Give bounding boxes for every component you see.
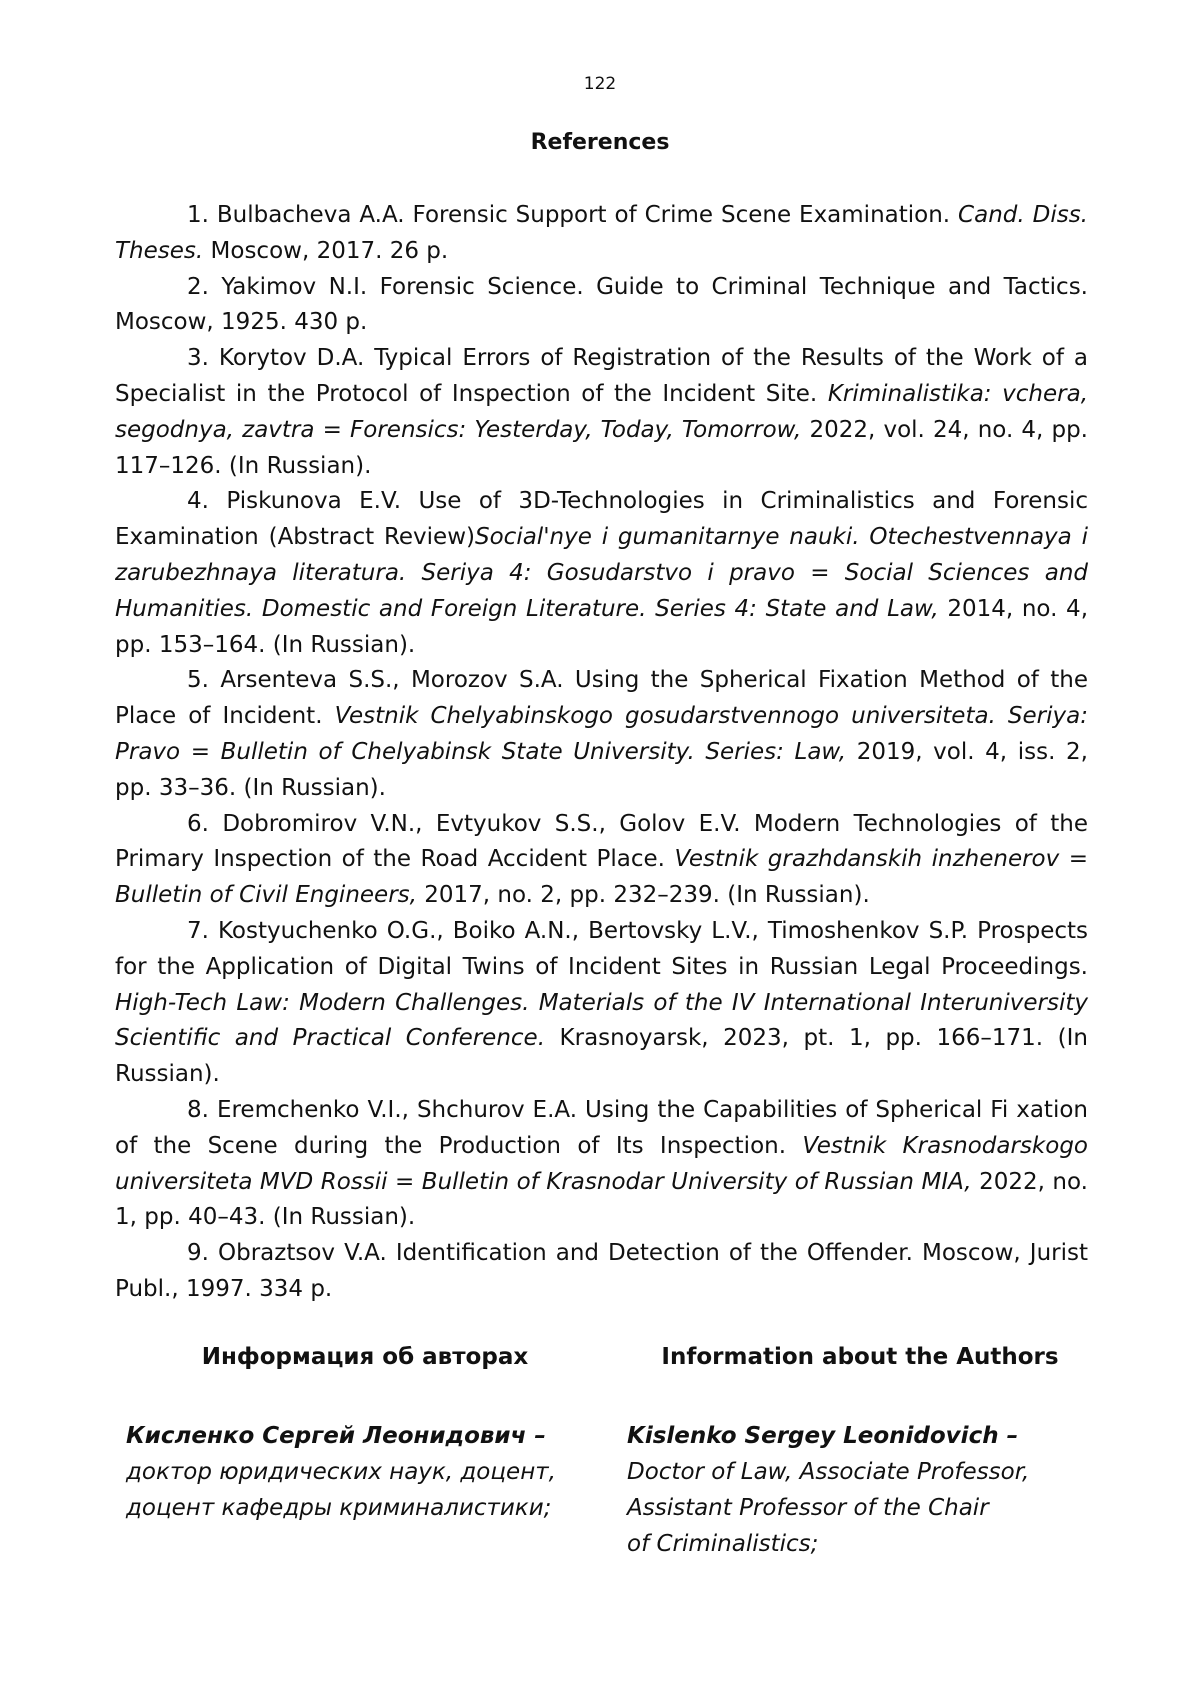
reference-item <box>115 1093 1088 1236</box>
reference-number: 2. <box>187 273 209 300</box>
reference-source: Vestnik Krasnodarskogo universiteta MVD Rossii = Bulletin of Krasnodar University of Russian MIA, <box>115 1132 1088 1195</box>
reference-details: Krasnoyarsk, 2023, pt. 1, pp. 166–171. (In Russian). <box>115 1025 1088 1088</box>
reference-text: Piskunova E.V. Use of 3D-Technologies in Criminalistics and Forensic Examination (Abstract Review) <box>115 488 1089 551</box>
reference-number: 5. <box>187 667 209 694</box>
author-line-en: Doctor of Law, Associate Professor, <box>627 1459 1030 1485</box>
reference-item <box>115 484 1088 663</box>
author-line-ru: доктор юридических наук, доцент, <box>126 1459 556 1485</box>
references-list <box>115 198 1088 1308</box>
author-line-en: Assistant Professor of the Chair <box>627 1495 989 1521</box>
reference-source: Kriminalistika: vchera, segodnya, zavtra = Forensics: Yesterday, Today, Tomorrow, <box>115 380 1089 443</box>
reference-details: 2022, no. 1, pp. 40–43. (In Russian). <box>115 1168 1088 1231</box>
reference-number: 8. <box>187 1096 209 1123</box>
reference-source: Cand. Diss. Theses. <box>115 202 1088 264</box>
reference-item <box>115 663 1088 806</box>
author-line-ru: доцент кафедры криминалистики; <box>126 1495 552 1521</box>
reference-details: 2022, vol. 24, no. 4, pp. 117–126. (In Russian). <box>115 416 1088 479</box>
reference-number: 1. <box>187 202 209 228</box>
reference-item <box>115 914 1088 1093</box>
author-line-en: of Criminalistics; <box>627 1531 819 1557</box>
reference-details: 2019, vol. 4, iss. 2, pp. 33–36. (In Russian). <box>115 738 1088 801</box>
authors-heading-en: Information about the Authors <box>661 1344 1059 1370</box>
author-name-en: Kislenko Sergey Leonidovich – <box>627 1423 1019 1449</box>
reference-item <box>115 807 1088 914</box>
reference-text: Arsenteva S.S., Morozov S.A. Using the Spherical Fixation Method of the Place of Incident. <box>115 667 1089 730</box>
author-name-ru: Кисленко Сергей Леонидович – <box>126 1423 546 1449</box>
reference-source: High-Tech Law: Modern Challenges. Materials of the IV International Interuniversity Scientific and Practical Conference. <box>115 989 1088 1052</box>
reference-item <box>115 198 1088 270</box>
author-info-ru <box>126 1418 606 1526</box>
reference-text: Korytov D.A. Typical Errors of Registration of the Results of the Work of a Specialist in the Protocol of Inspection of the Incident Site. <box>115 345 1088 407</box>
reference-text: Obraztsov V.A. Identification and Detection of the Offender. Moscow, Jurist Publ., 1997. 334 p. <box>115 1240 1089 1302</box>
reference-source: Social'nye i gumanitarnye nauki. Otechestvennaya i zarubezhnaya literatura. Seriya 4: Gosudarstvo i pravo = Social Sciences and Humanities. Domestic and Foreign Literature. Series 4: State and Law, <box>115 524 1088 622</box>
reference-number: 7. <box>187 917 209 944</box>
page-number: 122 <box>583 74 617 94</box>
reference-details: Moscow, 2017. 26 p. <box>203 237 449 264</box>
reference-text: Dobromirov V.N., Evtyukov S.S., Golov E.V. Modern Technologies of the Primary Inspection of the Road Accident Place. <box>115 810 1089 873</box>
reference-item <box>115 270 1088 342</box>
reference-number: 4. <box>187 488 209 515</box>
author-info-en <box>627 1418 1107 1562</box>
reference-number: 3. <box>187 345 209 372</box>
reference-text: Yakimov N.I. Forensic Science. Guide to Criminal Technique and Tactics. Moscow, 1925. 430 p. <box>115 273 1088 336</box>
reference-item <box>115 341 1088 484</box>
authors-heading-ru: Информация об авторах <box>201 1344 529 1370</box>
reference-source: Vestnik grazhdanskih inzhenerov = Bulletin of Civil Engineers, <box>115 846 1088 909</box>
reference-details: 2014, no. 4, pp. 153–164. (In Russian). <box>115 595 1089 658</box>
reference-item <box>115 1236 1088 1308</box>
reference-text: Kostyuchenko O.G., Boiko A.N., Bertovsky L.V., Timoshenkov S.P. Prospects for the Application of Digital Twins of Incident Sites in Russian Legal Proceedings. <box>115 917 1088 980</box>
reference-text: Bulbacheva A.A. Forensic Support of Crime Scene Examination. <box>216 202 959 228</box>
reference-source: Vestnik Chelyabinskogo gosudarstvennogo universiteta. Seriya: Pravo = Bulletin of Chelyabinsk State University. Series: Law, <box>115 703 1088 765</box>
reference-number: 6. <box>187 810 209 837</box>
reference-text: Eremchenko V.I., Shchurov E.A. Using the Capabilities of Spherical Fi xation of the Scene during the Production of Its Inspection. <box>115 1096 1088 1159</box>
reference-details: 2017, no. 2, pp. 232–239. (In Russian). <box>416 882 870 909</box>
references-title: References <box>530 130 670 155</box>
reference-number: 9. <box>187 1240 209 1267</box>
